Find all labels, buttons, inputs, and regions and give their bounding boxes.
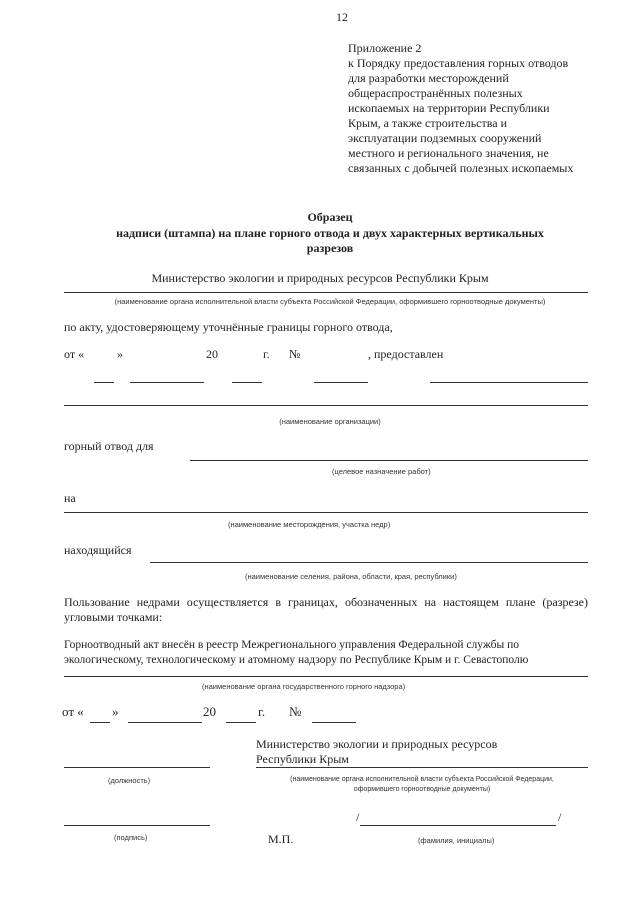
caption-authority2-line2: оформившего горноотводные документы) xyxy=(353,786,491,793)
appendix-line: Крым, а также строительства и xyxy=(348,116,507,130)
mining-allotment-label: горный отвод для xyxy=(64,439,154,453)
location-line[interactable] xyxy=(150,562,588,563)
heading-subtitle-end: разрезов xyxy=(306,241,354,255)
appendix-line: эксплуатации подземных сооружений xyxy=(348,131,542,145)
supervision-line[interactable] xyxy=(64,676,588,677)
month-blank[interactable] xyxy=(130,382,204,383)
ministry-bottom-line1: Министерство экологии и природных ресурсов xyxy=(256,737,498,751)
purpose-line[interactable] xyxy=(190,460,588,461)
organization-line[interactable] xyxy=(64,405,588,406)
date2-close-quote: » xyxy=(112,704,119,719)
caption-name: (фамилия, инициалы) xyxy=(418,836,495,845)
number2-blank[interactable] xyxy=(312,722,356,723)
date-provided: , предоставлен xyxy=(368,347,444,361)
slash-left: / xyxy=(356,810,360,824)
date2-g: г. xyxy=(258,704,266,719)
month2-blank[interactable] xyxy=(128,722,202,723)
number-blank[interactable] xyxy=(314,382,368,383)
day2-blank[interactable] xyxy=(90,722,110,723)
appendix-text xyxy=(348,56,573,176)
registry-line2: экологическому, технологическому и атомному надзору по Республике Крым и г. Севастополю xyxy=(64,654,529,666)
deposit-label: на xyxy=(64,491,76,505)
date-g: г. xyxy=(263,347,270,361)
date-open: от « xyxy=(64,347,85,361)
ministry-name: Министерство экологии и природных ресурсов Республики Крым xyxy=(151,271,489,285)
deposit-line[interactable] xyxy=(64,512,588,513)
ministry-underline xyxy=(64,292,588,293)
caption-signature: (подпись) xyxy=(114,833,148,842)
date-number-sign: № xyxy=(289,347,301,361)
caption-authority: (наименование органа исполнительной власти субъекта Российской Федерации, оформившего горноотводные документы) xyxy=(114,297,546,306)
usage-text: Пользование недрами осуществляется в границах, обозначенных на настоящем плане (разрезе) угловыми точками: xyxy=(64,595,588,624)
year2-blank[interactable] xyxy=(226,722,256,723)
date2-open: от « xyxy=(62,704,84,719)
location-label: находящийся xyxy=(64,543,132,557)
act-line: по акту, удостоверяющему уточнённые границы горного отвода, xyxy=(64,320,393,334)
date-close-quote: » xyxy=(117,347,123,361)
caption-supervision: (наименование органа государственного горного надзора) xyxy=(202,682,406,691)
caption-position: (должность) xyxy=(108,776,151,785)
day-blank[interactable] xyxy=(94,382,114,383)
caption-location: (наименование селения, района, области, края, республики) xyxy=(245,572,457,581)
appendix-line: связанных с добычей полезных ископаемых xyxy=(348,161,574,175)
date-year: 20 xyxy=(206,347,218,361)
heading-title: Образец xyxy=(307,210,353,224)
slash-right: / xyxy=(558,810,562,824)
caption-authority2-line1: (наименование органа исполнительной власти субъекта Российской Федерации, xyxy=(290,776,554,783)
appendix-line: для разработки месторождений xyxy=(348,71,509,85)
authority-line[interactable] xyxy=(256,767,588,768)
ministry-bottom-line2: Республики Крым xyxy=(256,752,349,766)
appendix-line: к Порядку предоставления горных отводов xyxy=(348,56,569,70)
date2-number-sign: № xyxy=(289,704,302,719)
heading-subtitle: надписи (штампа) на плане горного отвода и двух характерных вертикальных xyxy=(116,226,544,240)
caption-organization: (наименование организации) xyxy=(279,417,381,426)
caption-deposit: (наименование месторождения, участка недр) xyxy=(228,520,391,529)
year-blank[interactable] xyxy=(232,382,262,383)
name-line[interactable] xyxy=(360,825,556,826)
page-number: 12 xyxy=(336,10,348,24)
caption-purpose: (целевое назначение работ) xyxy=(332,467,431,476)
registry-line1: Горноотводный акт внесён в реестр Межрегионального управления Федеральной службы по xyxy=(64,639,520,651)
appendix-line: ископаемых на территории Республики xyxy=(348,101,550,115)
appendix-title: Приложение 2 xyxy=(348,41,422,55)
signature-line[interactable] xyxy=(64,825,210,826)
provided-blank[interactable] xyxy=(430,382,588,383)
seal-mark: М.П. xyxy=(268,832,294,846)
position-line[interactable] xyxy=(64,767,210,768)
appendix-line: общераспространённых полезных xyxy=(348,86,523,100)
date2-year: 20 xyxy=(203,704,216,719)
appendix-line: местного и регионального значения, не xyxy=(348,146,549,160)
